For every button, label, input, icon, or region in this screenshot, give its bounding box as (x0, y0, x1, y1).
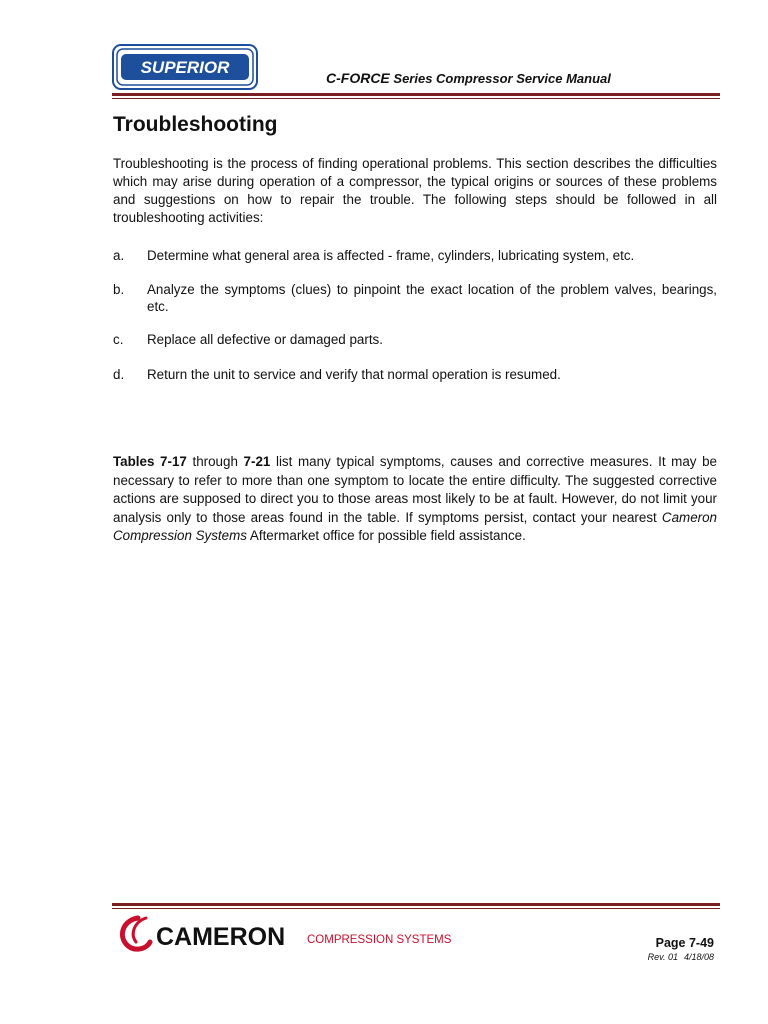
tables-text-2: list many typical symptoms, causes and corrective measures. It may be necessary to refer to more than one symptom to locate the entire difficulty. The suggested corrective actions are supposed to direct you to those areas most likely to be at fault. However, do not limit your analysis only to those areas found in the table. If symptoms persist, contact your nearest (113, 454, 717, 525)
tables-ref-end: 7-21 (243, 454, 271, 469)
list-marker: d. (113, 367, 125, 382)
company-name: Cameron Compression Systems (113, 509, 717, 543)
list-marker: a. (113, 248, 125, 263)
list-item-text: Analyze the symptoms (clues) to pinpoint the exact location of the problem valves, bearings, etc. (147, 282, 717, 314)
revision-info (648, 952, 714, 962)
cameron-logo (116, 912, 456, 954)
document-title-rest: Series Compressor Service Manual (389, 71, 611, 86)
revision: Rev. 01 (647, 952, 678, 962)
list-item-text: Replace all defective or damaged parts. (147, 332, 383, 347)
header-rule-thin (112, 98, 720, 99)
list-item-text: Determine what general area is affected - frame, cylinders, lubricating system, etc. (147, 248, 635, 263)
superior-logo (112, 44, 258, 90)
footer-rule-thin (112, 908, 720, 909)
revision-date: 4/18/08 (683, 952, 714, 962)
tables-ref-start: Tables 7-17 (113, 454, 187, 469)
cameron-logo-tagline: COMPRESSION SYSTEMS (307, 934, 452, 946)
section-heading: Troubleshooting (113, 113, 278, 136)
cameron-logo-name: CAMERON (156, 923, 286, 951)
page-number: Page 7-49 (655, 936, 714, 950)
document-title-series: C-FORCE (326, 70, 390, 86)
list-marker: c. (113, 332, 124, 347)
superior-logo-text: SUPERIOR (140, 58, 230, 77)
tables-paragraph (113, 453, 717, 546)
header-rule (112, 93, 720, 96)
list-marker: b. (113, 282, 125, 297)
intro-paragraph: Troubleshooting is the process of finding operational problems. This section describes the difficulties which may arise during operation of a compressor, the typical origins or sources of these problems and suggestions on how to repair the trouble. The following steps should be followed in all troubleshooting activities: (113, 156, 717, 225)
list-item-text: Return the unit to service and verify that normal operation is resumed. (147, 367, 561, 382)
tables-text-1: through (186, 454, 244, 469)
document-title (326, 70, 611, 86)
tables-text-3: Aftermarket office for possible field assistance. (246, 528, 526, 543)
footer-rule (112, 903, 720, 906)
